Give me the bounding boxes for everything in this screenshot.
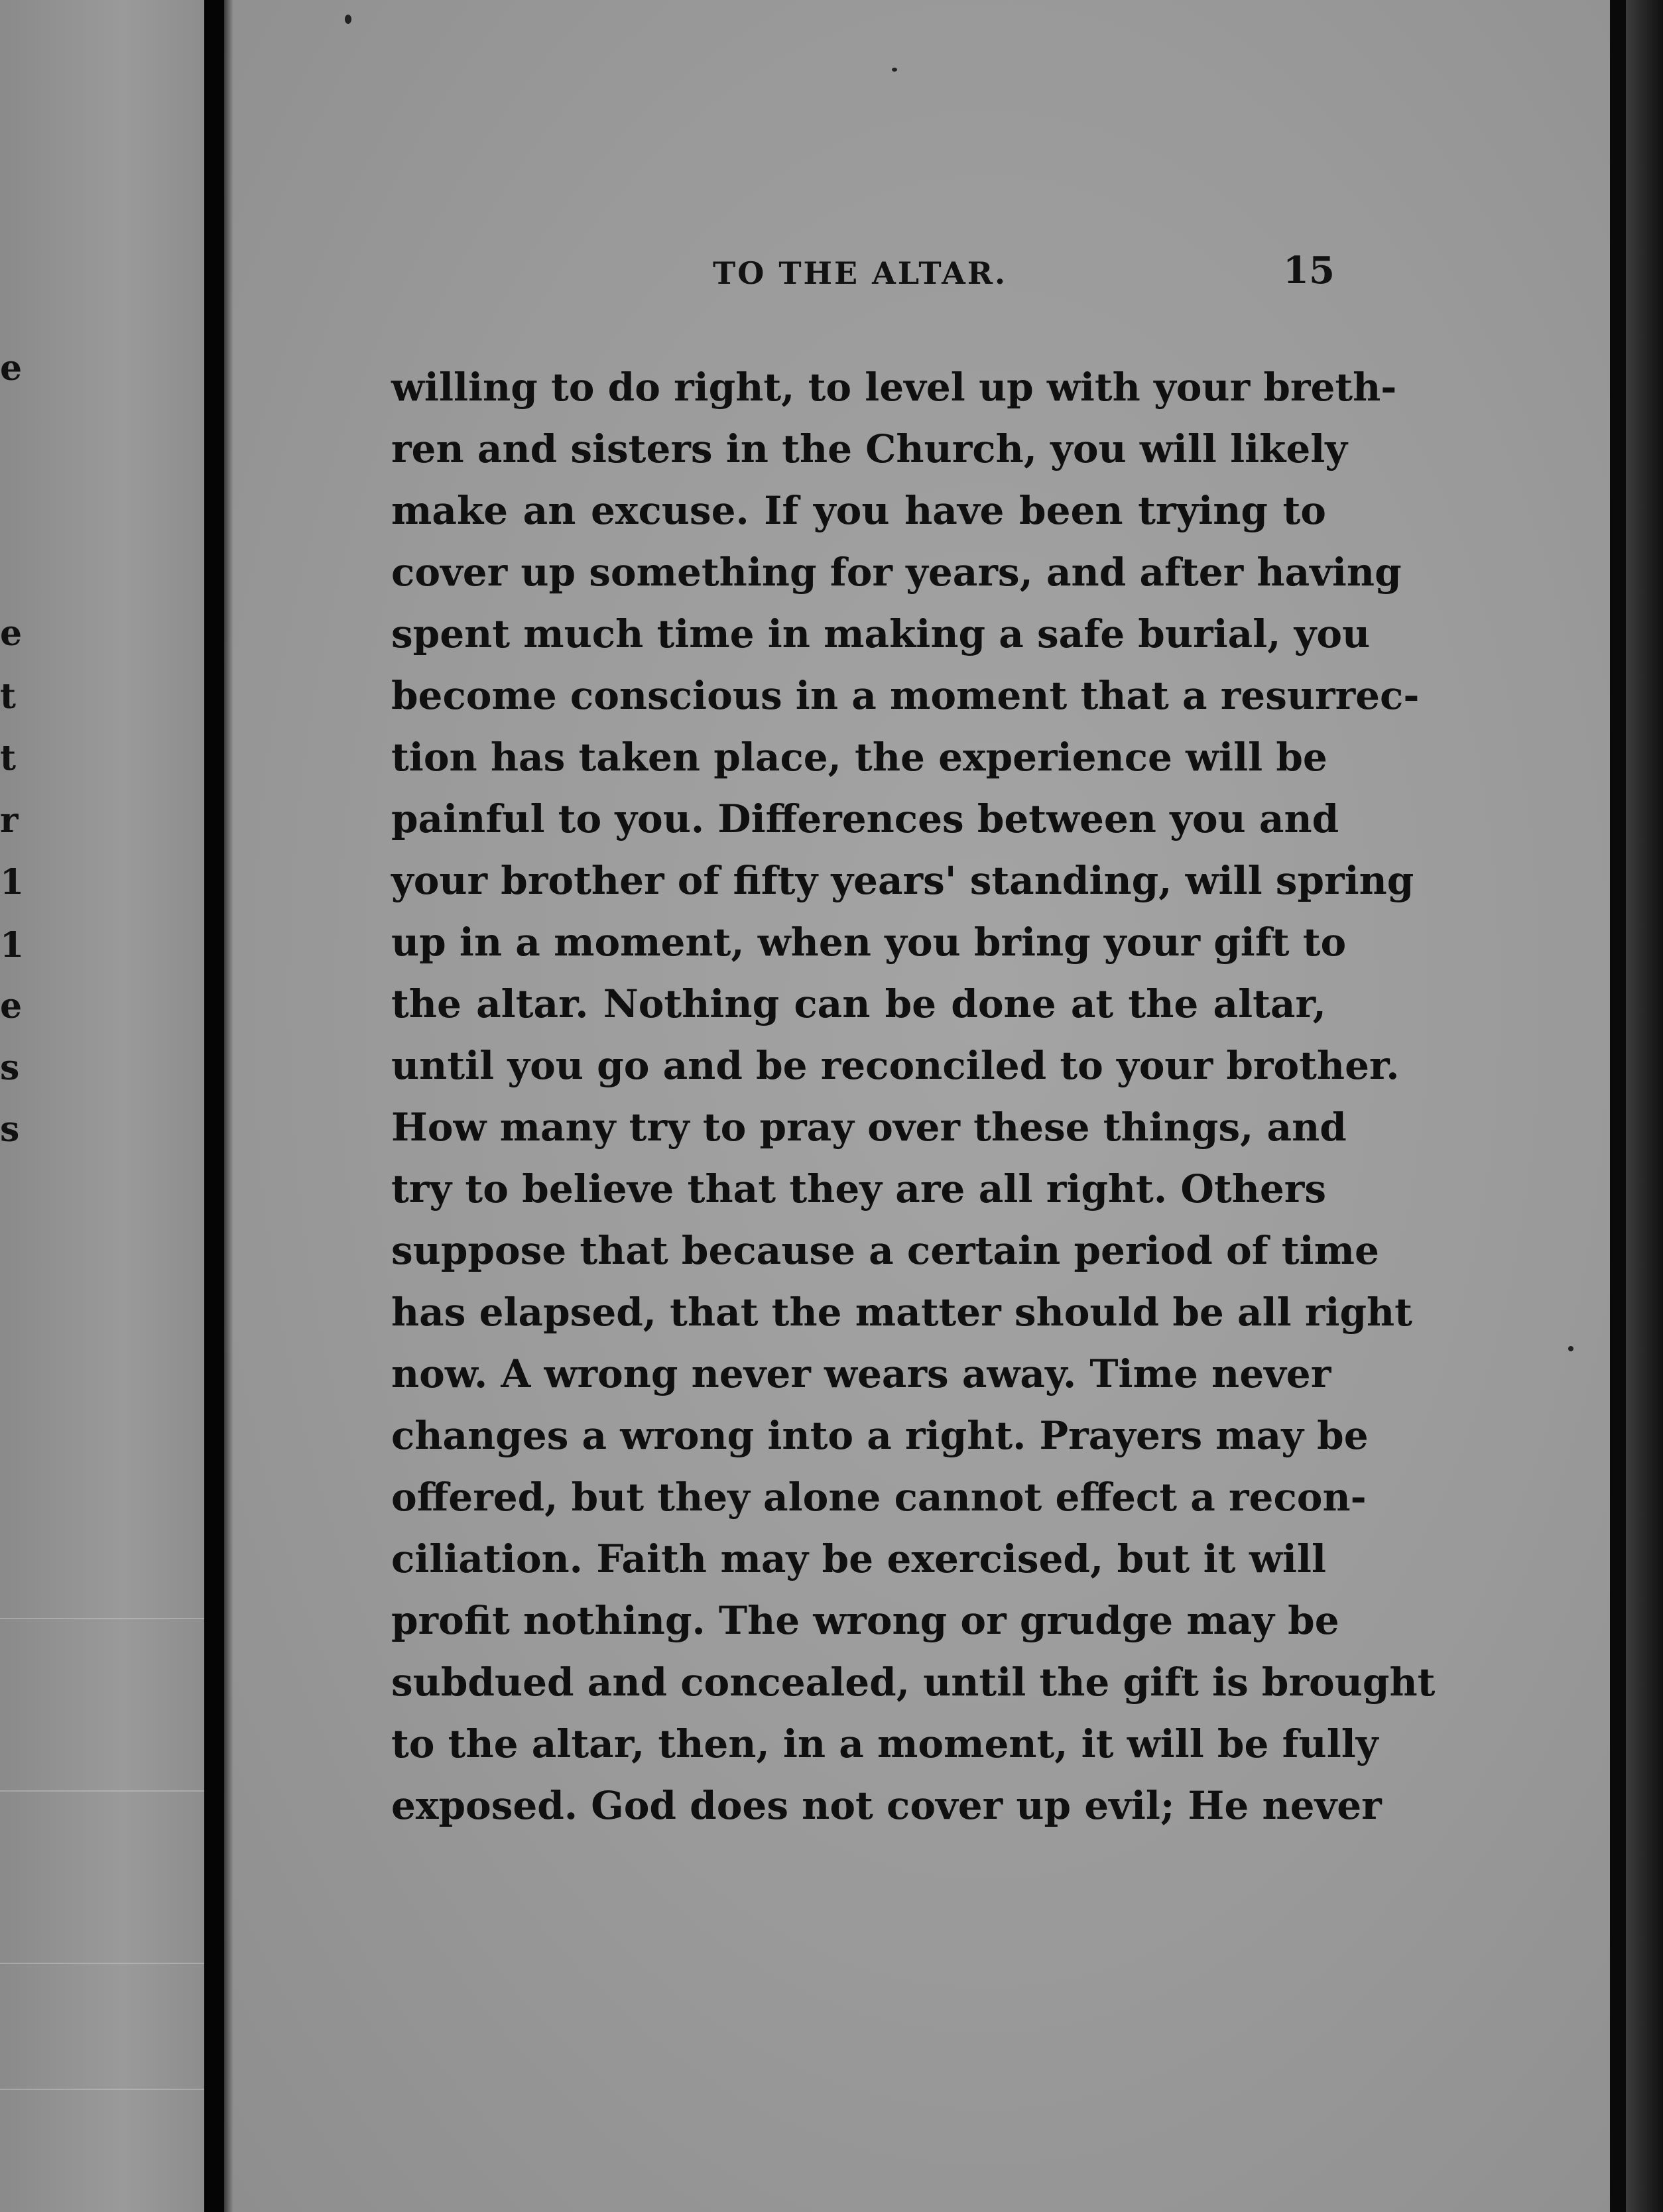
dust-speck [345, 15, 351, 24]
margin-fragment: t [0, 738, 17, 778]
text-line: spent much time in making a safe burial, you [391, 611, 1371, 656]
text-line: the altar. Nothing can be done at the altar, [391, 981, 1326, 1026]
dust-speck [892, 68, 897, 72]
text-line: try to believe that they are all right. Others [391, 1166, 1326, 1211]
text-line: ren and sisters in the Church, you will likely [391, 426, 1347, 471]
margin-fragment: s [0, 1109, 20, 1150]
text-line: suppose that because a certain period of time [391, 1228, 1379, 1273]
text-line: to the altar, then, in a moment, it will be fully [391, 1721, 1379, 1766]
facing-page-left [0, 0, 206, 2212]
text-line: painful to you. Differences between you and [391, 796, 1339, 841]
text-line: become conscious in a moment that a resurrec- [391, 673, 1420, 718]
margin-fragment: 1 [0, 925, 25, 965]
text-line: profit nothing. The wrong or grudge may be [391, 1598, 1339, 1643]
scan-artifact [0, 1790, 206, 1792]
text-line: until you go and be reconciled to your brother. [391, 1043, 1400, 1088]
text-line: has elapsed, that the matter should be all right [391, 1290, 1412, 1335]
page-number: 15 [1283, 249, 1335, 292]
book-gutter [204, 0, 224, 2212]
text-line: subdued and concealed, until the gift is brought [391, 1660, 1436, 1705]
scan-artifact [0, 1963, 206, 1964]
text-line: up in a moment, when you bring your gift to [391, 920, 1347, 965]
text-line: willing to do right, to level up with your breth- [391, 365, 1397, 410]
scan-artifact [0, 1618, 206, 1619]
page-edge-right [1610, 0, 1626, 2212]
text-line: make an excuse. If you have been trying to [391, 488, 1326, 533]
text-line: your brother of fifty years' standing, will spring [391, 858, 1414, 903]
text-line: tion has taken place, the experience will be [391, 735, 1327, 780]
text-line: changes a wrong into a right. Prayers may be [391, 1413, 1369, 1458]
margin-fragment: e [0, 348, 23, 389]
gutter-shadow [224, 0, 233, 2212]
margin-fragment: e [0, 613, 23, 654]
text-line: now. A wrong never wears away. Time never [391, 1351, 1331, 1396]
dust-speck [1568, 1346, 1573, 1351]
margin-fragment: e [0, 986, 23, 1026]
text-line: offered, but they alone cannot effect a recon- [391, 1475, 1367, 1520]
running-head: TO THE ALTAR. [713, 255, 1008, 291]
margin-fragment: t [0, 676, 17, 717]
text-line: How many try to pray over these things, and [391, 1105, 1347, 1150]
margin-fragment: r [0, 800, 19, 841]
text-line: cover up something for years, and after having [391, 550, 1402, 595]
page-edge-shadow [1626, 0, 1663, 2212]
body-text [391, 357, 1436, 1837]
scan-artifact [0, 2089, 206, 2090]
margin-fragment: 1 [0, 862, 25, 902]
text-line: ciliation. Faith may be exercised, but it will [391, 1536, 1326, 1581]
text-line: exposed. God does not cover up evil; He never [391, 1783, 1382, 1828]
margin-fragment: s [0, 1048, 20, 1088]
